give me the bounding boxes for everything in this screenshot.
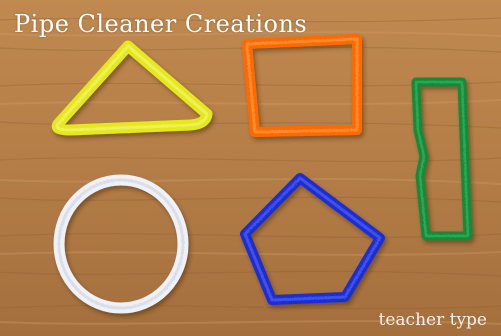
photo-title: Pipe Cleaner Creations xyxy=(14,10,308,38)
watermark-text: teacher type xyxy=(378,310,487,330)
